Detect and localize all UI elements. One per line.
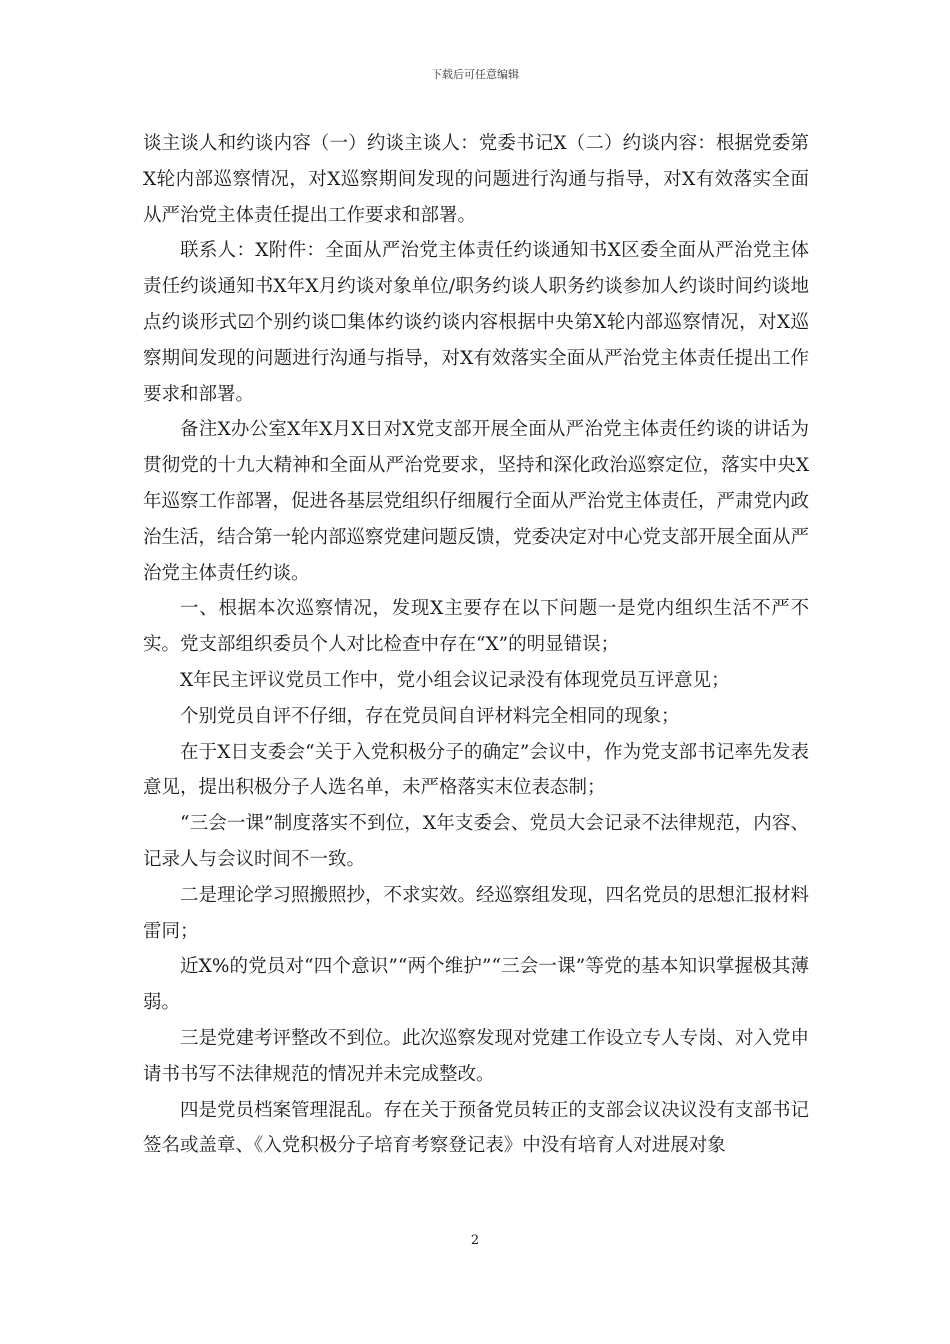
paragraph: 四是党员档案管理混乱。存在关于预备党员转正的支部会议决议没有支部书记签名或盖章、《入党积极分子培育考察登记表》中没有培育人对进展对象 bbox=[143, 1099, 810, 1157]
paragraph: 近X%的党员对“四个意识”“两个维护”“三会一课”等党的基本知识掌握极其薄弱。 bbox=[143, 956, 809, 1014]
document-body bbox=[143, 126, 809, 1164]
paragraph: 联系人：X附件：全面从严治党主体责任约谈通知书X区委全面从严治党主体责任约谈通知书X年X月约谈对象单位/职务约谈人职务约谈参加人约谈时间约谈地点约谈形式☑个别约谈☐集体约谈约谈内容根据中央第X轮内部巡察情况，对X巡察期间发现的问题进行沟通与指导，对X有效落实全面从严治党主体责任提出工作要求和部署。 bbox=[143, 240, 809, 405]
paragraph: 三是党建考评整改不到位。此次巡察发现对党建工作设立专人专岗、对入党申请书书写不法律规范的情况并未完成整改。 bbox=[143, 1027, 810, 1085]
paragraph: 一、根据本次巡察情况，发现X主要存在以下问题一是党内组织生活不严不实。党支部组织委员个人对比检查中存在“X”的明显错误； bbox=[143, 598, 809, 656]
paragraph: 谈主谈人和约谈内容（一）约谈主谈人：党委书记X（二）约谈内容：根据党委第X轮内部巡察情况，对X巡察期间发现的问题进行沟通与指导，对X有效落实全面从严治党主体责任提出工作要求和部署。 bbox=[143, 133, 809, 226]
paragraph: 备注X办公室X年X月X日对X党支部开展全面从严治党主体责任约谈的讲话为贯彻党的十九大精神和全面从严治党要求，坚持和深化政治巡察定位，落实中央X年巡察工作部署，促进各基层党组织仔细履行全面从严治党主体责任，严肃党内政治生活，结合第一轮内部巡察党建问题反馈，党委决定对中心党支部开展全面从严治党主体责任约谈。 bbox=[143, 419, 810, 584]
page-number: 2 bbox=[470, 1233, 480, 1248]
paragraph: “三会一课”制度落实不到位，X年支委会、党员大会记录不法律规范，内容、记录人与会议时间不一致。 bbox=[143, 813, 809, 870]
paragraph: 个别党员自评不仔细，存在党员间自评材料完全相同的现象； bbox=[180, 705, 680, 727]
paragraph: X年民主评议党员工作中，党小组会议记录没有体现党员互评意见； bbox=[180, 669, 730, 691]
paragraph: 二是理论学习照搬照抄，不求实效。经巡察组发现，四名党员的思想汇报材料雷同； bbox=[143, 884, 810, 942]
page-header: 下载后可任意编辑 bbox=[431, 68, 519, 81]
paragraph: 在于X日支委会“关于入党积极分子的确定”会议中，作为党支部书记率先发表意见，提出积极分子人选名单，未严格落实末位表态制； bbox=[143, 741, 809, 799]
